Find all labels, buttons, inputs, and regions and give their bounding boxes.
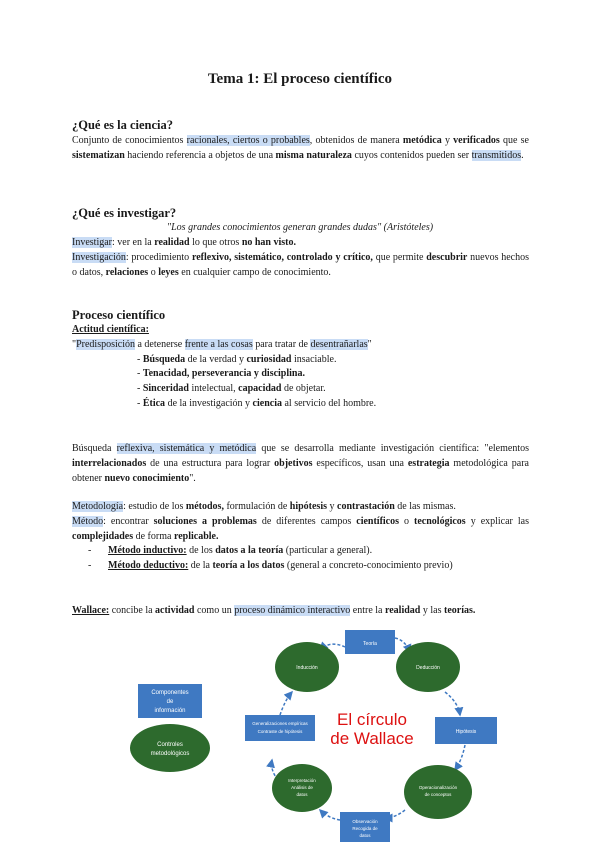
metodologia-line: Metodología: estudio de los métodos, formulación de hipótesis y contrastación de las mismas.: [72, 501, 456, 512]
page-title: Tema 1: El proceso científico: [207, 71, 393, 87]
actitud-item-4: - Ética de la investigación y ciencia al servicio del hombre.: [137, 398, 377, 409]
node-observacion-label: Observación: [352, 819, 378, 824]
actitud-subheading: Actitud científica:: [72, 324, 149, 335]
node-induccion-label: Inducción: [296, 665, 318, 671]
paragraph-ciencia: Conjunto de conocimientos racionales, ciertos o probables, obtenidos de manera metódica y verificados que se sistematizan haciendo referencia a objetos de una misma naturaleza cuyos contenidos pueden ser transmitidos.: [72, 135, 529, 161]
svg-text:Análisis de: Análisis de: [291, 785, 313, 790]
metodo-paragraph: Método: encontrar soluciones a problemas de diferentes campos científicos o tecnológicos y explicar las complejidades de forma replicable.: [72, 516, 530, 542]
wallace-line: Wallace: concibe la actividad como un proceso dinámico interactivo entre la realidad y las teorías.: [72, 605, 476, 616]
node-teoria-label: Teoría: [363, 641, 377, 647]
wallace-circle-diagram: [0, 620, 600, 848]
bullet-dash-2: -: [88, 560, 92, 571]
node-hipotesis-label: Hipótesis: [455, 729, 477, 735]
busqueda-paragraph: Búsqueda reflexiva, sistemática y metódica que se desarrolla mediante investigación científica: "elementos interrelacionados de una estructura para lograr objetivos específicos, usan una estrategia metodológica para obtener nuevo conocimiento".: [72, 443, 529, 484]
node-deduccion-label: Deducción: [416, 665, 440, 671]
node-operacionalizacion-label: Operacionalización: [418, 785, 458, 790]
bullet-dash-1: -: [88, 545, 92, 556]
actitud-item-1: - Búsqueda de la verdad y curiosidad insaciable.: [137, 354, 337, 365]
svg-text:metodológicos: metodológicos: [150, 751, 190, 757]
svg-text:de conceptos: de conceptos: [424, 792, 452, 797]
actitud-item-3: - Sinceridad intelectual, capacidad de objetar.: [137, 383, 326, 394]
diagram-title-line1: El círculo: [337, 710, 407, 729]
aristoteles-quote: "Los grandes conocimientos generan grandes dudas" (Aristóteles): [166, 222, 434, 233]
heading-proceso: Proceso científico: [72, 308, 166, 322]
node-generalizaciones-label: Generalizaciones empíricas: [252, 721, 308, 726]
svg-text:Recogida de: Recogida de: [352, 826, 378, 831]
heading-investigar: ¿Qué es investigar?: [72, 206, 177, 220]
svg-text:datos: datos: [359, 833, 371, 838]
components-label: Componentes: [151, 690, 189, 696]
diagram-title-line2: de Wallace: [330, 729, 414, 748]
controls-ellipse: [130, 724, 210, 772]
svg-text:información: información: [154, 708, 186, 714]
node-generalizaciones: [245, 715, 315, 741]
actitud-item-2: - Tenacidad, perseverancia y disciplina.: [137, 368, 305, 379]
metodo-inductivo-item: Método inductivo: de los datos a la teoría (particular a general).: [108, 545, 373, 556]
svg-text:Contraste de hipótesis: Contraste de hipótesis: [257, 729, 303, 734]
metodo-deductivo-item: Método deductivo: de la teoría a los datos (general a concreto-conocimiento previo): [108, 560, 453, 571]
investigar-line: Investigar: ver en la realidad lo que otros no han visto.: [72, 237, 296, 248]
svg-text:datos: datos: [296, 792, 308, 797]
investigacion-paragraph: Investigación: procedimiento reflexivo, sistemático, controlado y crítico, que permite descubrir nuevos hechos o datos, relaciones o leyes en cualquier campo de conocimiento.: [72, 252, 530, 278]
actitud-definition: "Predisposición a detenerse frente a las cosas para tratar de desentrañarlas": [72, 339, 372, 350]
node-interpretacion-label: Interpretación: [288, 778, 316, 783]
heading-ciencia: ¿Qué es la ciencia?: [72, 118, 174, 132]
controls-label: Controles: [157, 742, 183, 748]
svg-text:de: de: [166, 699, 174, 705]
